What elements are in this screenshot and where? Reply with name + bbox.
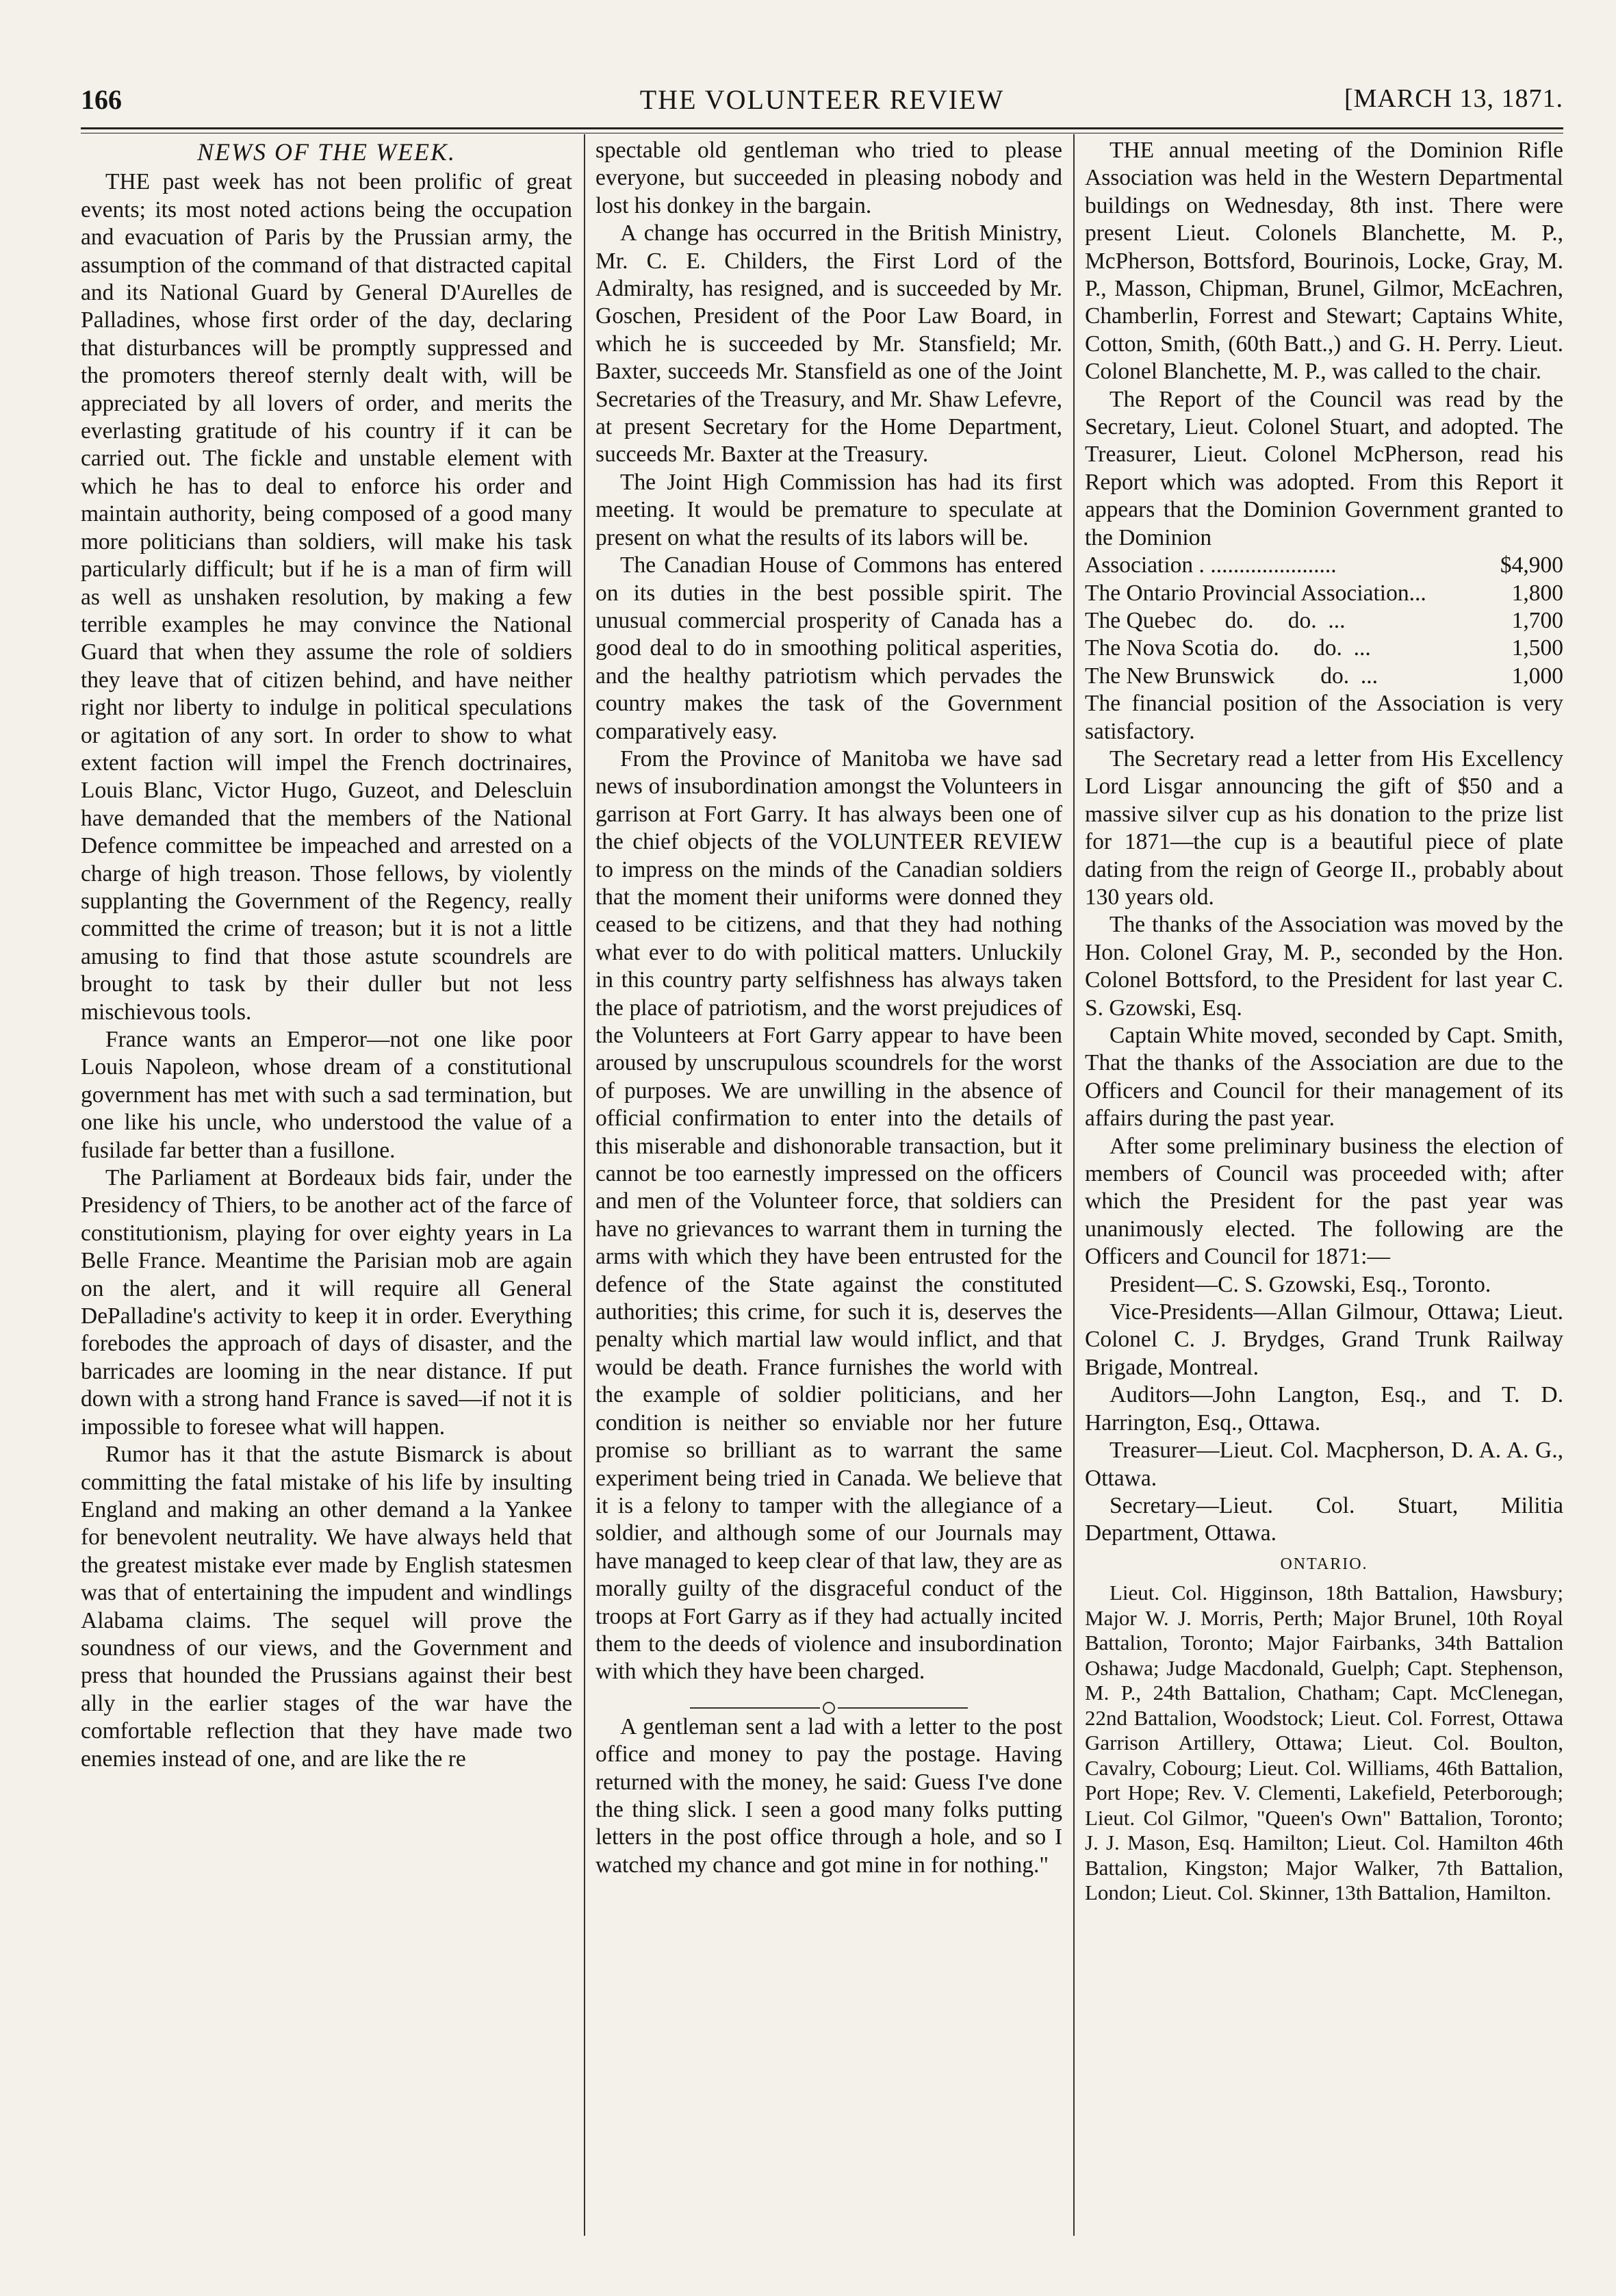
- grant-amount: $4,900: [1500, 552, 1563, 578]
- table-row: [1085, 635, 1563, 662]
- news-paragraph-emperor: France wants an Emperor—not one like poor Louis Napoleon, whose dream of a constitutional government has met with such a sad termination, but one like his uncle, who understood the value of a fusilade far better than a fusillone.: [81, 1027, 572, 1163]
- officer-vice-presidents: Vice-Presidents—Allan Gilmour, Ottawa; Lieut. Colonel C. J. Brydges, Grand Trunk Railway Brigade, Montreal.: [1085, 1299, 1563, 1380]
- captain-white-paragraph: Captain White moved, seconded by Capt. Smith, That the thanks of the Association are due to the Officers and Council for their management of its affairs during the past year.: [1085, 1023, 1563, 1132]
- lisgar-letter-paragraph: The Secretary read a letter from His Excellency Lord Lisgar announcing the gift of $50 and a massive silver cup as his donation to the prize list for 1871—the cup is a beautiful piece of plate dating from the reign of George II., probably about 130 years old.: [1085, 745, 1563, 910]
- section-title: NEWS OF THE WEEK.: [197, 138, 456, 166]
- grant-name: The New Brunswick do. ...: [1085, 663, 1378, 689]
- thanks-paragraph: The thanks of the Association was moved by the Hon. Colonel Gray, M. P., seconded by the Hon. Colonel Bottsford, to the President for last year C. S. Gzowski, Esq.: [1085, 912, 1563, 1021]
- officer-president: President—C. S. Gzowski, Esq., Toronto.: [1110, 1271, 1491, 1297]
- news-paragraph-bismarck: Rumor has it that the astute Bismarck is about committing the fatal mistake of his life by insulting England and making an other demand a la Yankee for benevolent neutrality. We have always held that the greatest mistake ever made by English statesmen was that of entertaining the impudent and windlings Alabama claims. The sequel will prove the soundness of our views, and the Government and press that hounded the Prussians against their best ally in the earlier stages of the war have the comfortable reflection that they have made two enemies instead of one, and are like the re: [81, 1442, 572, 1772]
- column-divider-2: [1073, 134, 1075, 2236]
- grant-name: Association . ......................: [1085, 552, 1337, 578]
- officer-auditors: Auditors—John Langton, Esq., and T. D. Harrington, Esq., Ottawa.: [1085, 1382, 1563, 1436]
- grant-amount: 1,800: [1511, 580, 1563, 606]
- grant-name: The Ontario Provincial Association...: [1085, 580, 1426, 606]
- table-row: [1085, 552, 1563, 579]
- news-paragraph-ministry: A change has occurred in the British Ministry, Mr. C. E. Childers, the First Lord of the Admiralty, has resigned, and is succeeded by Mr. Goschen, President of the Poor Law Board, in which he is succeeded by Mr. Stansfield; Mr. Baxter, succeeds Mr. Stansfield as one of the Joint Secretaries of the Treasury, and Mr. Shaw Lefevre, at present Secretary for the Home Department, succeeds Mr. Baxter at the Treasury.: [595, 220, 1062, 468]
- news-paragraph-continued: spectable old gentleman who tried to please everyone, but succeeded in pleasing nobody and lost his donkey in the bargain.: [595, 138, 1062, 218]
- grant-amount: 1,000: [1511, 663, 1563, 689]
- ontario-council-list: Lieut. Col. Higginson, 18th Battalion, Hawsbury; Major W. J. Morris, Perth; Major Brunel, 10th Royal Battalion, Toronto; Major Fairbanks, 34th Battalion Oshawa; Judge Macdonald, Guelph; Capt. Stephenson, M. P., 24th Battalion, Chatham; Capt. McClenegan, 22nd Battalion, Woodstock; Lieut. Col. Forrest, Ottawa Garrison Artillery, Ottawa; Lieut. Col. Boulton, Cavalry, Cobourg; Lieut. Col. Williams, 46th Battalion, Port Hope; Rev. V. Clementi, Lakefield, Peterborough; Lieut. Col Gilmor, "Queen's Own" Battalion, Toronto; J. J. Mason, Esq. Hamilton; Lieut. Col. Hamilton 46th Battalion, Kingston; Major Walker, 7th Battalion, London; Lieut. Col. Skinner, 13th Battalion, Hamilton.: [1085, 1581, 1563, 1905]
- publication-title: THE VOLUNTEER REVIEW: [639, 84, 1005, 115]
- rifle-association-paragraph: THE annual meeting of the Dominion Rifle Association was held in the Western Departmental buildings on Wednesday, 8th inst. There were present Lieut. Colonels Blanchette, M. P., McPherson, Bottsford, Bourinois, Locke, Gray, M. P., Masson, Chipman, Brunel, Gilmor, McEachren, Chamberlin, Forrest and Stewart; Captains White, Cotton, Smith, (60th Batt.,) and G. H. Perry. Lieut. Colonel Blanchette, M. P., was called to the chair.: [1085, 138, 1563, 385]
- grants-table: [1085, 552, 1563, 690]
- column-1: [81, 137, 572, 1773]
- column-3: [1085, 137, 1563, 1906]
- news-paragraph-paris: THE past week has not been prolific of great events; its most noted actions being the occupation and evacuation of Paris by the Prussian army, the assumption of the command of that distracted capital and its National Guard by General D'Aurelles de Palladines, whose first order of the day, declaring that disturbances will be promptly suppressed and the promoters thereof sternly dealt with, will be appreciated by all lovers of order, and merits the everlasting gratitude of his country if it can be carried out. The fickle and unstable element with which he has to deal to enforce his order and maintain authority, being composed of a good many more politicians than soldiers, will make his task particularly difficult; but if he is a man of firm will as well as unshaken resolution, by making a few terrible examples he may convince the National Guard that when they assume the role of soldiers they leave that of citizen behind, and have neither right nor liberty to indulge in political speculations or agitation of any sort. In order to show to what extent faction will impel the French doctrinaires, Louis Blanc, Victor Hugo, Guzeot, and Delescluin have demanded that the members of the National Defence committee be impeached and arrested on a charge of high treason. Those fellows, by violently supplanting the Government of the Regency, really committed the crime of treason; but it is not a little amusing to find that those astute scoundrels are brought to task by their duller but not less mischievous tools.: [81, 169, 572, 1025]
- ontario-heading: ONTARIO.: [1280, 1555, 1368, 1573]
- news-paragraph-manitoba: From the Province of Manitoba we have sad news of insubordination amongst the Volunteers in garrison at Fort Garry. It has always been one of the chief objects of the VOLUNTEER REVIEW to impress on the minds of the Canadian soldiers that the moment their uniforms were donned they ceased to be citizens, and that they had nothing what ever to do with political matters. Unluckily in this country party selfishness has always taken the place of patriotism, and the worst prejudices of the Volunteers at Fort Garry appear to have been aroused by unscrupulous scoundrels for the worst of purposes. We are unwilling in the absence of official confirmation to enter into the details of this miserable and dishonorable transaction, but it cannot be too earnestly impressed on the officers and men of the Volunteer force, that soldiers can have no grievances to warrant them in turning the arms with which they have been entrusted for the defence of the State against the constituted authorities; this crime, for such it is, deserves the penalty which martial law would inflict, and that would be death. France furnishes the world with the example of soldier politicians, and her condition is neither so enviable nor her future promise so brilliant as to warrant the same experiment being tried in Canada. We believe that it is a felony to tamper with the allegiance of a soldier, and although some of our Journals may have managed to keep clear of that law, they are as morally guilty of the disgraceful conduct of the troops at Fort Garry as if they had actually incited them to the deeds of violence and insubordination with which they have been charged.: [595, 745, 1062, 1685]
- page-number: 166: [81, 84, 122, 115]
- grant-name: The Nova Scotia do. do. ...: [1085, 635, 1371, 661]
- council-report-paragraph: The Report of the Council was read by the Secretary, Lieut. Colonel Stuart, and adopted. The Treasurer, Lieut. Colonel McPherson, read his Report which was adopted. From this Report it appears that the Dominion Government granted to the Dominion: [1085, 386, 1563, 550]
- grant-amount: 1,500: [1511, 635, 1563, 661]
- table-row: [1085, 663, 1563, 690]
- issue-date: [MARCH 13, 1871.: [1344, 84, 1563, 113]
- column-2: [595, 137, 1062, 1879]
- officer-secretary: Secretary—Lieut. Col. Stuart, Militia Department, Ottawa.: [1085, 1492, 1563, 1546]
- grant-amount: 1,700: [1511, 607, 1563, 633]
- page-header: [81, 77, 1563, 126]
- ornamental-divider: [595, 1693, 1062, 1707]
- column-divider-1: [584, 134, 585, 2236]
- news-paragraph-bordeaux: The Parliament at Bordeaux bids fair, under the Presidency of Thiers, to be another act of the farce of constitutionism, playing for over eighty years in La Belle France. Meantime the Parisian mob are again on the alert, and it will require all General DePalladine's activity to keep it in order. Everything forebodes the approach of days of disaster, and the barricades are looming in the near distance. If put down with a strong hand France is saved—if not it is impossible to foresee what will happen.: [81, 1165, 572, 1440]
- table-row: [1085, 607, 1563, 635]
- anecdote-paragraph: A gentleman sent a lad with a letter to the post office and money to pay the postage. Having returned with the money, he said: Guess I've done the thing slick. I seen a good many folks putting letters in the post office through a hole, and so I watched my chance and got mine in for nothing.": [595, 1713, 1062, 1878]
- news-paragraph-commission: The Joint High Commission has had its first meeting. It would be premature to speculate at present on what the results of its labors will be.: [595, 469, 1062, 550]
- officer-treasurer: Treasurer—Lieut. Col. Macpherson, D. A. A. G., Ottawa.: [1085, 1438, 1563, 1491]
- header-rule: [81, 127, 1563, 129]
- table-row: [1085, 580, 1563, 607]
- news-paragraph-commons: The Canadian House of Commons has entered on its duties in the best possible spirit. The unusual commercial prosperity of Canada has a good deal to do in smoothing political asperities, and the healthy patriotism which pervades the country makes the task of the Government comparatively easy.: [595, 552, 1062, 744]
- election-paragraph: After some preliminary business the election of members of Council was proceeded with; after which the President for the past year was unanimously elected. The following are the Officers and Council for 1871:—: [1085, 1133, 1563, 1270]
- officers-list: [1085, 1271, 1563, 1548]
- grant-name: The Quebec do. do. ...: [1085, 607, 1346, 633]
- financial-paragraph: The financial position of the Association is very satisfactory.: [1085, 691, 1563, 744]
